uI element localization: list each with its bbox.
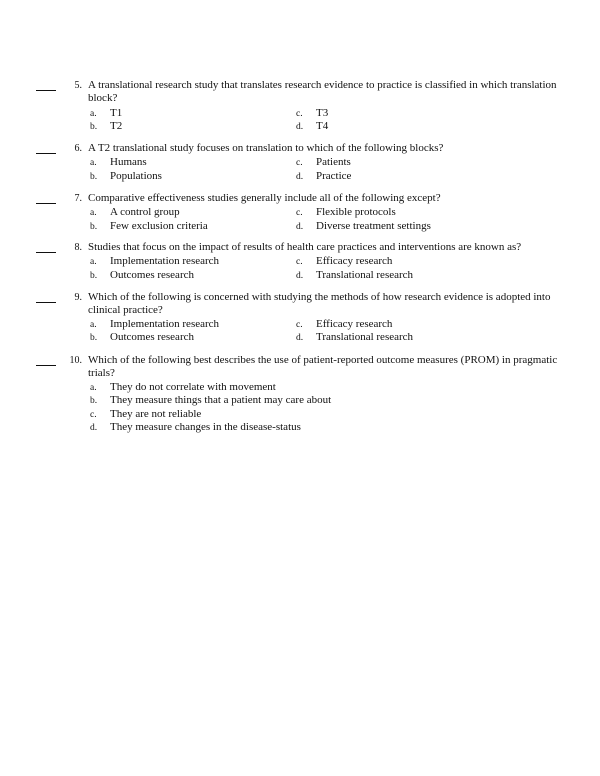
option-letter: a. [90, 158, 97, 168]
option-b [90, 170, 162, 184]
option-letter: b. [90, 271, 98, 281]
option-text: Outcomes research [110, 331, 194, 343]
question-number: 5. [74, 80, 82, 91]
option-letter: b. [90, 172, 98, 182]
option-text: T3 [316, 107, 329, 119]
answer-blank[interactable] [36, 365, 56, 366]
option-d [90, 421, 301, 435]
option-text: They do not correlate with movement [110, 381, 276, 393]
option-letter: d. [296, 172, 304, 182]
option-text: T2 [110, 120, 123, 132]
option-a [90, 107, 122, 121]
option-text: Implementation research [110, 255, 220, 267]
option-letter: a. [90, 257, 97, 267]
question-number: 8. [74, 242, 82, 253]
option-text: Few exclusion criteria [110, 220, 208, 232]
option-c [90, 408, 201, 422]
option-letter: d. [296, 271, 304, 281]
option-text: Efficacy research [316, 318, 393, 330]
question-number: 6. [74, 143, 82, 154]
option-text: Practice [316, 170, 352, 182]
option-text: T4 [316, 120, 329, 132]
answer-blank[interactable] [36, 90, 56, 91]
option-d [296, 220, 431, 234]
option-text: They are not reliable [110, 408, 202, 420]
option-a [90, 381, 276, 395]
option-letter: c. [296, 320, 303, 330]
option-letter: c. [90, 410, 97, 420]
option-text: A control group [110, 206, 180, 218]
answer-blank[interactable] [36, 302, 56, 303]
question-number: 10. [69, 355, 82, 366]
option-c [296, 107, 328, 121]
option-a [90, 255, 219, 269]
option-letter: a. [90, 109, 97, 119]
question-text: Which of the following best describes the use of patient-reported outcome measures (PROM) in pragmatic trials? [88, 354, 558, 379]
option-text: T1 [110, 107, 123, 119]
option-a [90, 206, 180, 220]
option-letter: b. [90, 396, 98, 406]
question-text: Comparative effectiveness studies generally include all of the following except? [88, 192, 441, 204]
option-d [296, 120, 328, 134]
question-text: Studies that focus on the impact of results of health care practices and interventions are known as? [88, 241, 522, 253]
option-text: They measure changes in the disease-status [110, 421, 301, 433]
option-text: Patients [316, 156, 351, 168]
option-letter: d. [296, 122, 304, 132]
option-letter: b. [90, 122, 98, 132]
option-c [296, 318, 392, 332]
question-text: A T2 translational study focuses on translation to which of the following blocks? [88, 142, 444, 154]
option-b [90, 331, 194, 345]
option-text: Flexible protocols [316, 206, 396, 218]
answer-blank[interactable] [36, 203, 56, 204]
option-b [90, 394, 331, 408]
option-letter: a. [90, 320, 97, 330]
option-text: Humans [110, 156, 147, 168]
option-a [90, 156, 147, 170]
option-c [296, 156, 351, 170]
option-c [296, 206, 396, 220]
option-d [296, 269, 413, 283]
option-text: Implementation research [110, 318, 220, 330]
option-letter: d. [296, 222, 304, 232]
option-letter: d. [90, 423, 98, 433]
option-b [90, 120, 122, 134]
option-text: Translational research [316, 269, 414, 281]
option-c [296, 255, 392, 269]
answer-blank[interactable] [36, 153, 56, 154]
option-b [90, 269, 194, 283]
option-text: Populations [110, 170, 162, 182]
answer-blank[interactable] [36, 252, 56, 253]
option-letter: c. [296, 257, 303, 267]
option-text: Translational research [316, 331, 414, 343]
option-letter: d. [296, 333, 304, 343]
option-text: Efficacy research [316, 255, 393, 267]
option-letter: c. [296, 158, 303, 168]
option-letter: c. [296, 109, 303, 119]
option-letter: a. [90, 208, 97, 218]
option-b [90, 220, 208, 234]
option-letter: b. [90, 222, 98, 232]
question-text: A translational research study that translates research evidence to practice is classified in which translation block? [88, 79, 557, 104]
question-text: Which of the following is concerned with studying the methods of how research evidence is adopted into clinical practice? [88, 291, 551, 316]
option-text: They measure things that a patient may care about [110, 394, 332, 406]
option-d [296, 170, 351, 184]
option-letter: b. [90, 333, 98, 343]
option-a [90, 318, 219, 332]
question-number: 7. [74, 193, 82, 204]
option-letter: a. [90, 383, 97, 393]
option-d [296, 331, 413, 345]
option-text: Diverse treatment settings [316, 220, 431, 232]
question-number: 9. [74, 292, 82, 303]
option-letter: c. [296, 208, 303, 218]
option-text: Outcomes research [110, 269, 194, 281]
